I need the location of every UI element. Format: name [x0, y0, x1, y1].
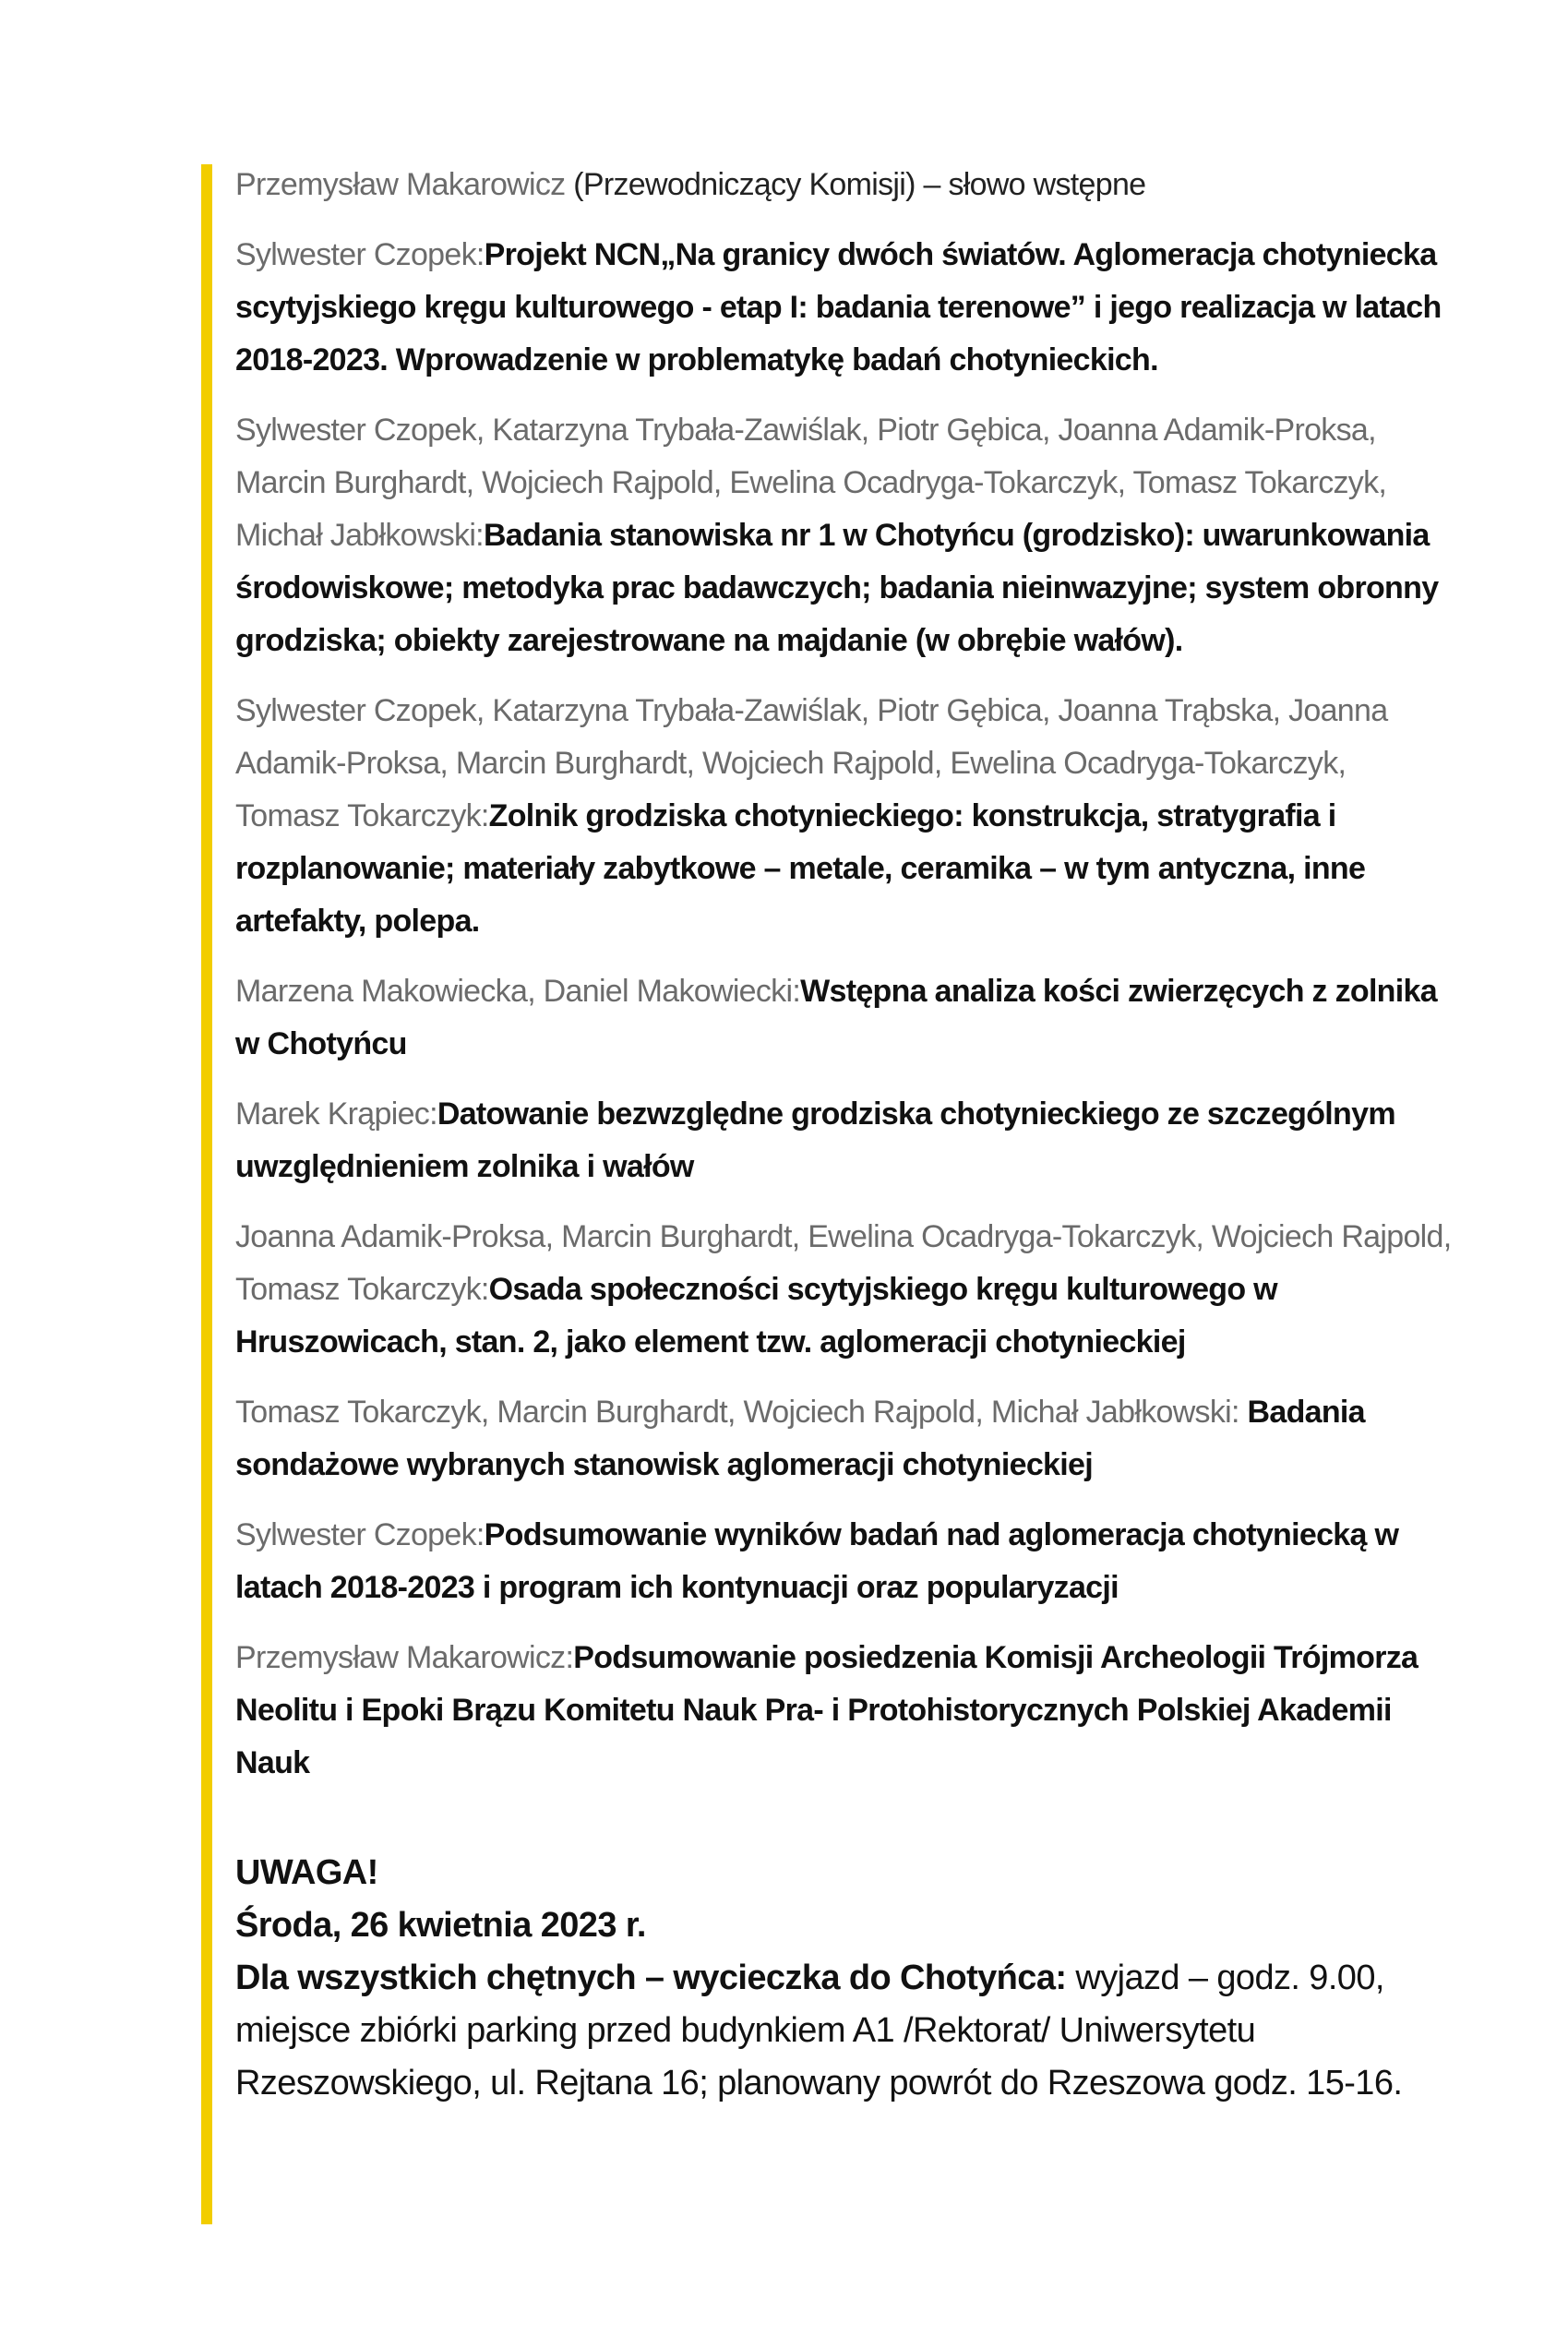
notice-trip — [235, 1952, 1454, 2110]
program-entry — [235, 1509, 1454, 1614]
entry-authors: Sylwester Czopek: — [235, 237, 485, 272]
entry-authors: Tomasz Tokarczyk, Marcin Burghardt, Wojciech Rajpold, Michał Jabłkowski: — [235, 1395, 1239, 1430]
program-entry-opening — [235, 159, 1454, 211]
entry-title: Wstępna analiza kości zwierzęcych z zolnika w Chotyńcu — [235, 974, 1437, 1061]
notice-date: Środa, 26 kwietnia 2023 r. — [235, 1906, 646, 1945]
entry-role: (Przewodniczący Komisji) – słowo wstępne — [573, 167, 1146, 202]
program-entry — [235, 685, 1454, 948]
entry-title: Podsumowanie wyników badań nad aglomeracja chotyniecką w latach 2018-2023 i program ich kontynuacji oraz popularyzacji — [235, 1517, 1399, 1605]
notice-trip-details: wyjazd – godz. 9.00, miejsce zbiórki parking przed budynkiem A1 /Rektorat/ Uniwersytetu Rzeszowskiego, ul. Rejtana 16; planowany powrót do Rzeszowa godz. 15-16. — [235, 1959, 1403, 2102]
entry-authors: Sylwester Czopek: — [235, 1517, 485, 1552]
program-entry — [235, 1088, 1454, 1193]
entry-authors: Marzena Makowiecka, Daniel Makowiecki: — [235, 974, 801, 1009]
entry-title: Badania sondażowe wybranych stanowisk aglomeracji chotynieckiej — [235, 1395, 1365, 1482]
entry-authors: Joanna Adamik-Proksa, Marcin Burghardt, Ewelina Ocadryga-Tokarczyk, Wojciech Rajpold, Tomasz Tokarczyk: — [235, 1219, 1452, 1307]
program-entry-closing — [235, 1632, 1454, 1790]
entry-authors: Sylwester Czopek, Katarzyna Trybała-Zawiślak, Piotr Gębica, Joanna Adamik-Proksa, Marcin Burghardt, Wojciech Rajpold, Ewelina Ocadryga-Tokarczyk, Tomasz Tokarczyk, Michał Jabłkowski: — [235, 413, 1387, 553]
program-entry — [235, 404, 1454, 667]
entry-authors: Sylwester Czopek, Katarzyna Trybała-Zawiślak, Piotr Gębica, Joanna Trąbska, Joanna Adamik-Proksa, Marcin Burghardt, Wojciech Rajpold, Ewelina Ocadryga-Tokarczyk, Tomasz Tokarczyk: — [235, 693, 1388, 833]
notice-heading: UWAGA! — [235, 1853, 378, 1892]
entry-title: Badania stanowiska nr 1 w Chotyńcu (grodzisko): uwarunkowania środowiskowe; metodyka prac badawczych; badania nieinwazyjne; system obronny grodziska; obiekty zarejestrowane na majdanie (w obrębie wałów). — [235, 518, 1439, 658]
entry-title: Projekt NCN„Na granicy dwóch światów. Aglomeracja chotyniecka scytyjskiego kręgu kulturowego - etap I: badania terenowe” i jego realizacja w latach 2018-2023. Wprowadzenie w problematykę badań chotynieckich. — [235, 237, 1442, 377]
program-entry — [235, 229, 1454, 387]
program-content — [235, 159, 1454, 2110]
entry-title: Podsumowanie posiedzenia Komisji Archeologii Trójmorza Neolitu i Epoki Brązu Komitetu Nauk Pra- i Protohistorycznych Polskiej Akademii Nauk — [235, 1640, 1418, 1780]
entry-authors: Przemysław Makarowicz — [235, 167, 566, 202]
entry-authors: Przemysław Makarowicz: — [235, 1640, 574, 1675]
accent-bar — [201, 164, 212, 2224]
program-entry — [235, 1386, 1454, 1491]
notice-trip-title: Dla wszystkich chętnych – wycieczka do Chotyńca: — [235, 1959, 1067, 1997]
entry-authors: Marek Krąpiec: — [235, 1096, 437, 1132]
entry-title: Zolnik grodziska chotynieckiego: konstrukcja, stratygrafia i rozplanowanie; materiały zabytkowe – metale, ceramika – w tym antyczna, inne artefakty, polepa. — [235, 798, 1366, 939]
entry-title: Datowanie bezwzględne grodziska chotynieckiego ze szczególnym uwzględnieniem zolnika i wałów — [235, 1096, 1395, 1184]
program-entry — [235, 965, 1454, 1071]
program-entry — [235, 1211, 1454, 1369]
notice-block — [235, 1847, 1454, 2110]
entry-title: Osada społeczności scytyjskiego kręgu kulturowego w Hruszowicach, stan. 2, jako element tzw. aglomeracji chotynieckiej — [235, 1272, 1277, 1360]
